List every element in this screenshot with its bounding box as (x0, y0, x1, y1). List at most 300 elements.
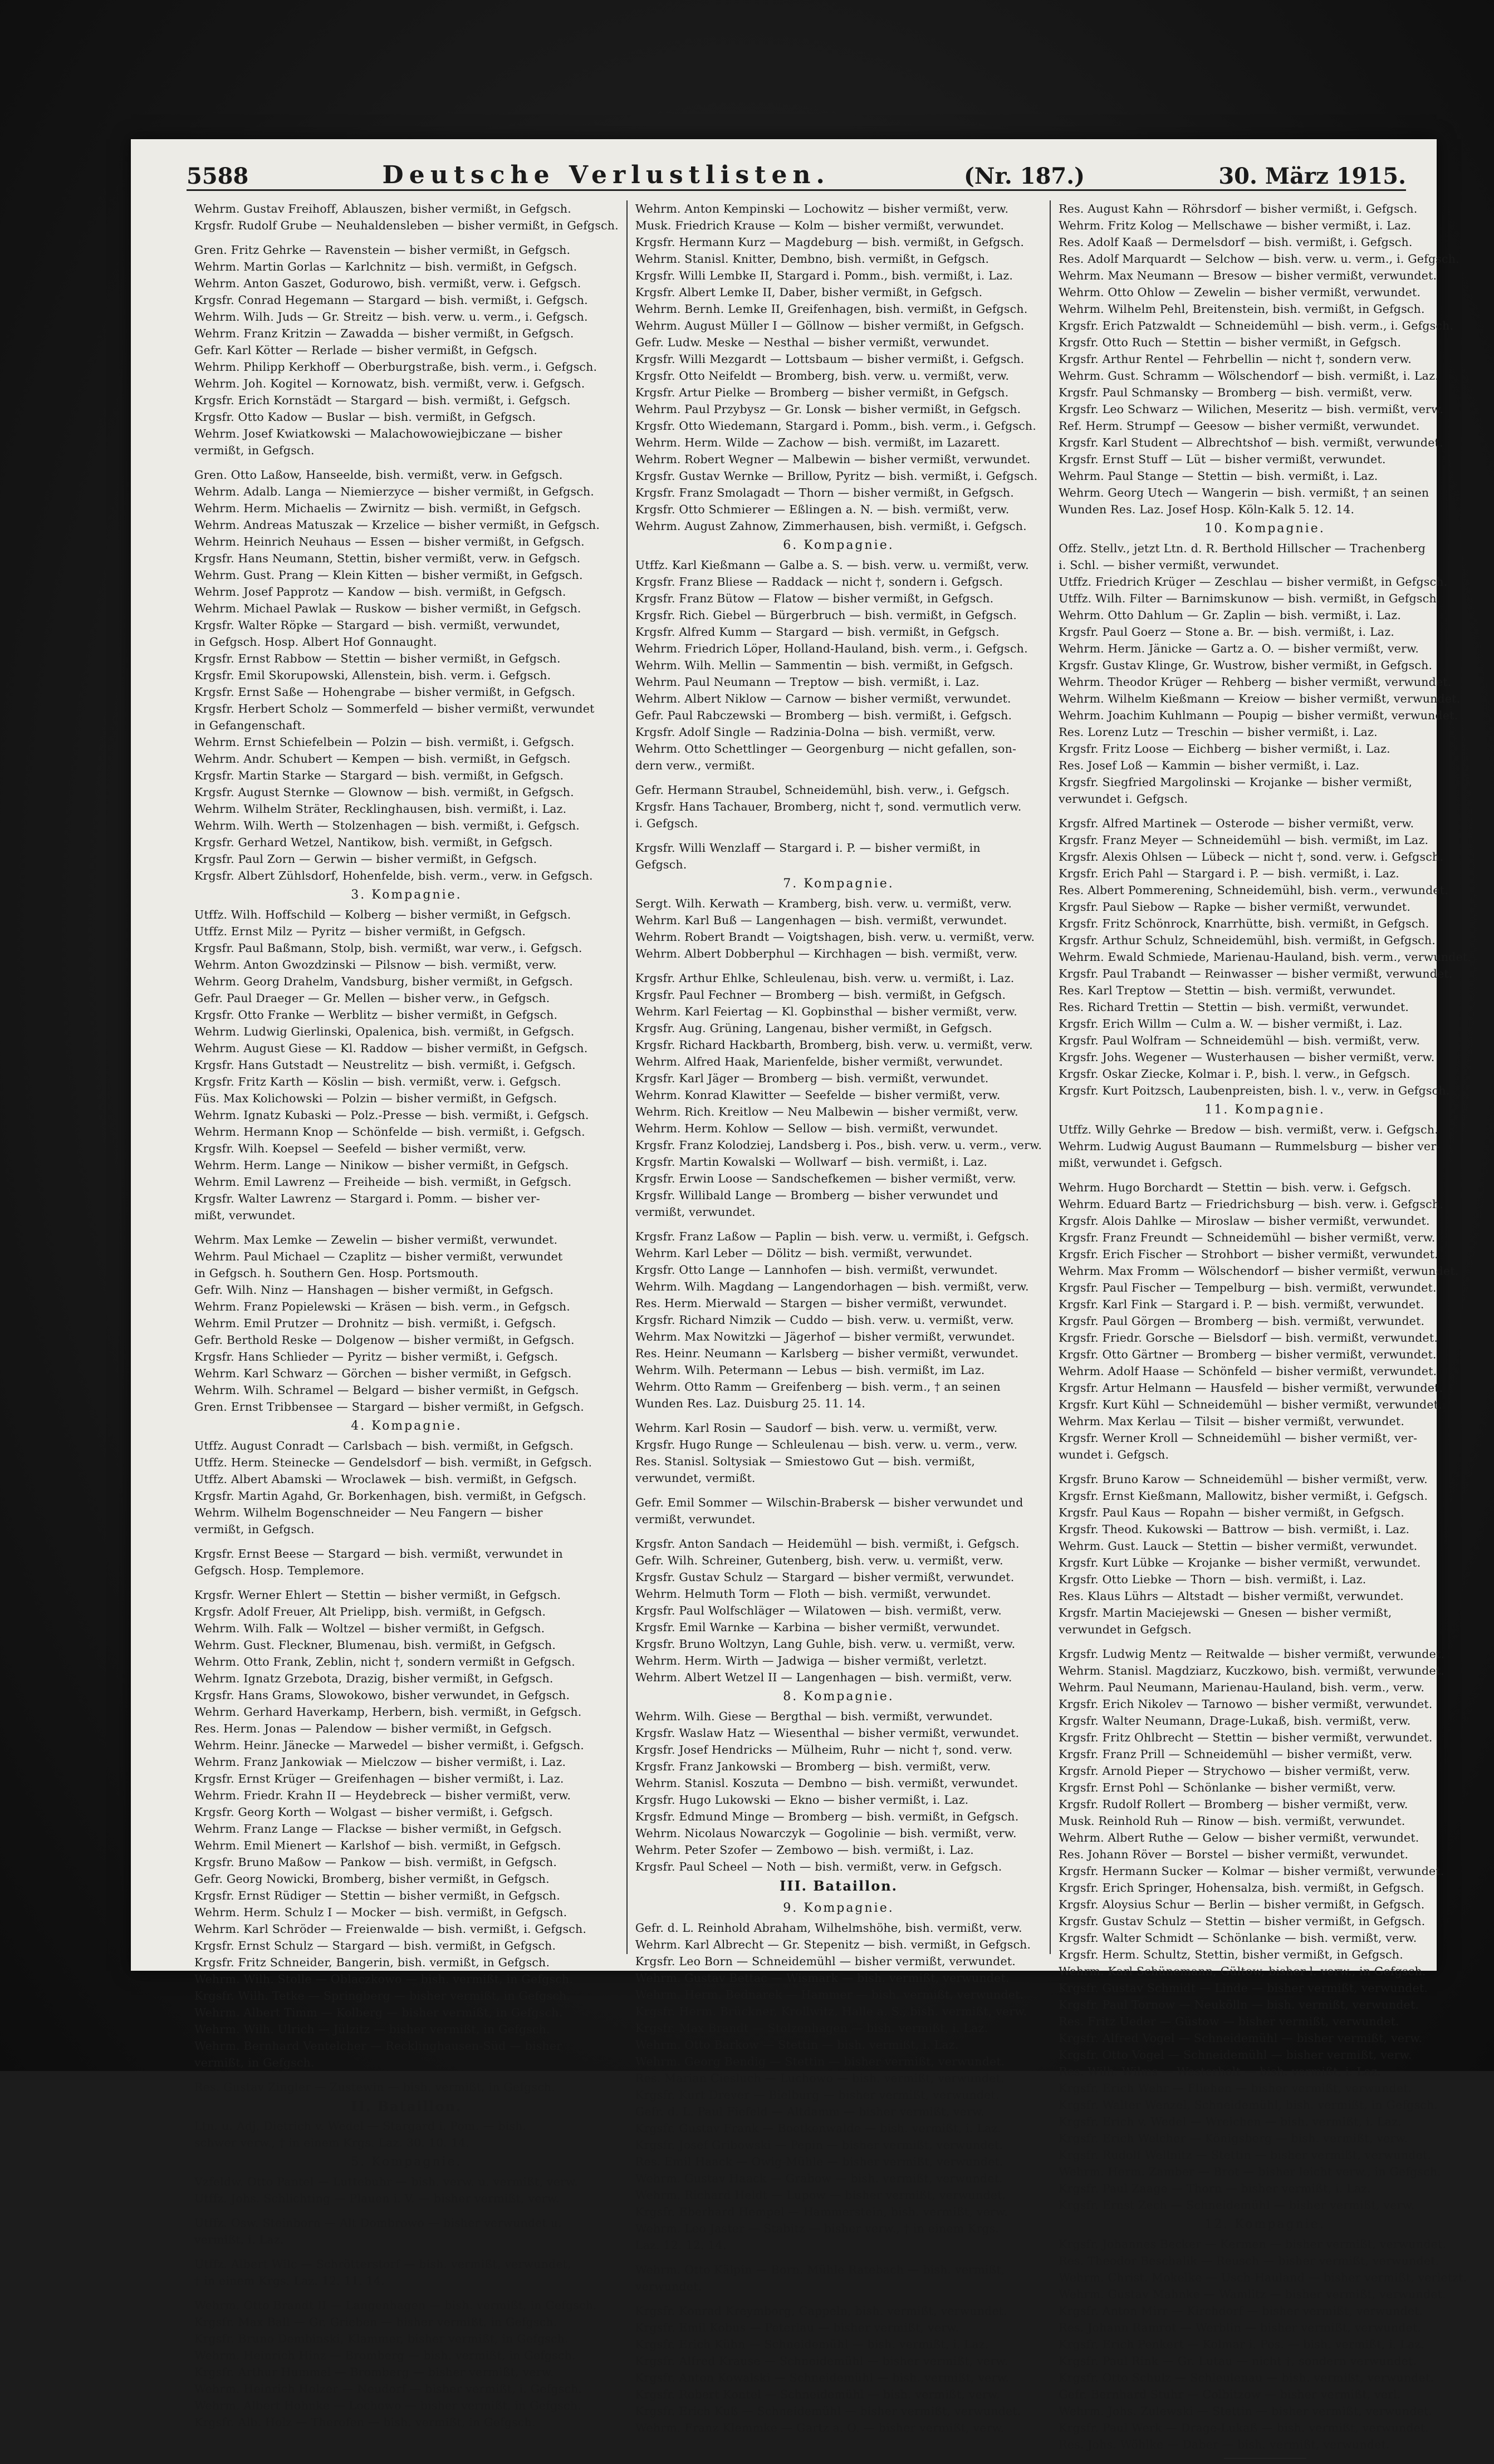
casualty-entry: Res. Herm. Jonas — Palendow — bisher vermißt, in Gefgsch. (194, 1722, 552, 1735)
casualty-entry: Utffz. Willy Gehrke — Bredow — bish. vermißt, verw. i. Gefgsch. (1059, 1123, 1438, 1136)
casualty-entry: Wehrm. Herm. Bednarek — Hammer — bish. vermißt, verwundet. (635, 1988, 1024, 2001)
casualty-entry: Krgsfr. Albert Zühlsdorf, Hohenfelde, bish. verm., verw. in Gefgsch. (194, 869, 593, 882)
casualty-entry: Wehrm. Wilhelm Pehl, Breitenstein, bish. vermißt, in Gefgsch. (1059, 302, 1425, 316)
casualty-entry: Krgsfr. Erich Pahl — Stargard i. P. — bish. vermißt, i. Laz. (1059, 867, 1399, 880)
casualty-entry: Krgsfr. Wilh. Tetke — Springberg — bisher vermißt, in Gefgsch. (194, 1989, 571, 2002)
casualty-entry: Krgsfr. Wilh. Koepsel — Seefeld — bisher vermißt, verw. (194, 1142, 526, 1155)
casualty-entry: Krgsfr. Otto Neifeldt — Bromberg, bish. verw. u. vermißt, verw. (635, 369, 1010, 382)
casualty-entry: Ref. Herm. Strumpf — Geesow — bisher vermißt, verwundet. (1059, 419, 1420, 433)
spacer (635, 2295, 1042, 2303)
casualty-entry: Wehrm. Stanisl. Koszuta — Dembno — bish. vermißt, verwundet. (635, 1776, 1018, 1790)
spacer (635, 774, 1042, 782)
casualty-entry: Wehrm. Ignatz Grzebota, Drazig, bisher vermißt, in Gefgsch. (194, 1672, 553, 1685)
casualty-entry: Krgsfr. Josef Gribowski — Pepin — bisher vermißt, verwundet. (635, 2138, 1003, 2152)
casualty-entry: Krgsfr. Erich Patzwaldt — Schneidemühl — bish. verm., i. Gefgsch. (1059, 319, 1454, 332)
casualty-entry: Krgsfr. Paul Goerz — Stone a. Br. — bish. vermißt, i. Laz. (1059, 625, 1395, 639)
casualty-entry: Wehrm. Wilh. Schramel — Belgard — bisher vermißt, in Gefgsch. (194, 1383, 579, 1397)
casualty-entry: Krgsfr. Gustav Klinge, Gr. Wustrow, bisher vermißt, in Gefgsch. (1059, 659, 1433, 672)
casualty-entry: Krgsfr. Franz Prill — Schneidemühl — bisher vermißt, verw. (1059, 1748, 1413, 1761)
casualty-entry: Wehrm. Andr. Schubert — Kempen — bish. vermißt, in Gefgsch. (194, 752, 571, 765)
casualty-entry: Wehrm. Paul Neumann, Marienau-Hauland, bish. verm., verw. (1059, 1681, 1425, 1694)
casualty-entry: Krgsfr. Paul Siebow — Rapke — bisher vermißt, verwundet. (1059, 900, 1411, 914)
casualty-entry: Krgsfr. Richard Nimzik — Cuddo — bish. verw. u. vermißt, verw. (635, 1313, 1014, 1327)
casualty-entry: Krgsfr. Hans Neumann, Stettin, bisher vermißt, verw. in Gefgsch. (194, 552, 581, 565)
casualty-entry: Krgsfr. Erich Wehr — Fliehen — bisher vermißt, verwundet. (1059, 2082, 1412, 2095)
casualty-entry: Wehrm. Wilh. Mellin — Sammentin — bish. vermißt, in Gefgsch. (635, 659, 1013, 672)
page-number: 5588 (187, 163, 249, 189)
casualty-entry: Krgsfr. Herbert Scholz — Sommerfeld — bisher vermißt, verwundet (194, 702, 595, 715)
casualty-entry: Wehrm. Heinrich Neuhaus — Essen — bisher vermißt, in Gefgsch. (194, 535, 585, 548)
casualty-entry: Wehrm. Karl Schünemann, Gültow, bisher l. verw., in Gefgsch. (1059, 1965, 1426, 1978)
casualty-entry: Wehrm. Ernst Schiefelbein — Polzin — bish. vermißt, i. Gefgsch. (194, 735, 575, 749)
casualty-entry: verwundet, vermißt. (635, 1471, 756, 1485)
casualty-entry: Krgsfr. Hugo Runge — Schleulenau — bish. verw. u. verm., verw. (635, 1438, 1018, 1451)
spacer (194, 2071, 619, 2079)
casualty-entry: Krgsfr. Erich Springer, Hohensalza, bish. vermißt, in Gefgsch. (1059, 1881, 1424, 1894)
casualty-entry: Krgsfr. Edmund Minge — Bromberg — bish. vermißt, in Gefgsch. (635, 1810, 1019, 1823)
casualty-entry: Wehrm. Michael Pawlak — Ruskow — bisher vermißt, in Gefgsch. (194, 602, 581, 615)
page-header (187, 156, 1406, 191)
casualty-entry: Krgsfr. Hans Grams, Slowokowo, bisher verwundet, in Gefgsch. (194, 1689, 570, 1702)
casualty-entry: Wehrm. Johs. Zulewski — Stettin — bisher vermißt, verwundet. (1059, 2404, 1433, 2418)
casualty-entry: Krgsfr. Richard Hackbarth, Bromberg, bish. verw. u. vermißt, verw. (635, 1038, 1033, 1052)
casualty-entry: Wehrm. Albert Wetzel II — Langenhagen — bish. vermißt, verw. (635, 1671, 1012, 1684)
casualty-entry: Krgsfr. Otto Schulz — Schleulenau — bish. vermißt, verwundet. (1059, 2371, 1434, 2384)
casualty-entry: Krgsfr. Emil Kobus — Peterlau — bisher vermißt, verw. (635, 2321, 959, 2334)
casualty-entry: Krgsfr. Robert Kontel — Schneidemühl — bish. vermißt, verw. (635, 2388, 1000, 2401)
company-heading: 10. Kompagnie. (1204, 522, 1325, 536)
casualty-entry: Wehrm. Gustav Bettac — Wismark — bish. vermißt, verwundet. (635, 1971, 1010, 1985)
casualty-entry: Gefr. Emil Sommer — Wilschin-Brabersk — bisher verwundet und (635, 1496, 1023, 1509)
casualty-entry: Res. Karl Treptow — Stettin — bish. vermißt, verwundet. (1059, 984, 1396, 997)
casualty-entry: Wehrm. Herm. Zamber — Brot — bisher leicht verw., in Gefgsch. (1059, 2165, 1442, 2178)
casualty-entry: Gefr. Hermann Straubel, Schneidemühl, bish. verw., i. Gefgsch. (635, 783, 1010, 797)
casualty-entry: Krgsfr. Karl Jäger — Bromberg — bish. vermißt, verwundet. (635, 1072, 989, 1085)
casualty-entry: Krgsfr. Alb. Holz — Therofen — bish. vermißt, in Gefgsch. (194, 2416, 536, 2429)
casualty-entry: Wehrm. Herm. Wirth — Jadwiga — bisher vermißt, verletzt. (635, 1654, 987, 1667)
spacer (194, 1224, 619, 1231)
casualty-entry: Wehrm. Anton Kempinski — Lochowitz — bisher vermißt, verw. (635, 202, 1009, 215)
casualty-entry: Wehrm. Rich. Kreitlow — Neu Malbewin — bisher vermißt, verw. (635, 1105, 1018, 1118)
casualty-entry: Wehrm. Albert Ruthe — Gelow — bisher vermißt, verwundet. (1059, 1831, 1419, 1844)
casualty-entry: Gren. Ernst Tribbensee — Stargard — bisher vermißt, in Gefgsch. (194, 1400, 584, 1413)
casualty-entry: Wehrm. Joachim Kuhlmann — Poupig — bisher vermißt, verwundet. (1059, 709, 1458, 722)
casualty-entry: Krgsfr. Willi Mezgardt — Lottsbaum — bisher vermißt, i. Gefgsch. (635, 352, 1025, 366)
casualty-entry: Krgsfr. Bruno Karow — Schneidemühl — bisher vermißt, verw. (1059, 1472, 1428, 1486)
spacer (1059, 1638, 1471, 1646)
casualty-entry: Wehrm. Max Lemke — Zewelin — bisher vermißt, verwundet. (194, 1233, 558, 1246)
casualty-entry: Krgsfr. Werner Kroll — Schneidemühl — bisher vermißt, ver- (1059, 1431, 1418, 1445)
casualty-entry: Krgsfr. Arthur Ehlke, Schleulenau, bish. verw. u. vermißt, i. Laz. (635, 971, 1015, 985)
casualty-entry: Krgsfr. Anton Kowalski — Schneidemühl — bish. vermißt, verw. (635, 2371, 1010, 2384)
casualty-entry: Krgsfr. Ernst Rabbow — Stettin — bisher vermißt, in Gefgsch. (194, 652, 561, 665)
casualty-entry: Wehrm. Emil Lawrenz — Freiheide — bish. vermißt, in Gefgsch. (194, 1175, 572, 1189)
casualty-entry: Res. Herm. Mierwald — Stargen — bisher vermißt, verwundet. (635, 1297, 1007, 1310)
casualty-entry: Gefr. d. L. Reinhold Abraham, Wilhelmshöhe, bish. vermißt, verw. (635, 1921, 1022, 1935)
spacer (635, 962, 1042, 970)
casualty-entry: Krgsfr. Ernst Pohl — Schönlanke — bisher vermißt, verw. (1059, 1781, 1396, 1794)
casualty-entry: Wehrm. Martin Gorlas — Karlchnitz — bish. vermißt, in Gefgsch. (194, 260, 577, 273)
casualty-entry: Krgsfr. Alois Dahlke — Miroslaw — bisher vermißt, verwundet. (1059, 1214, 1430, 1228)
casualty-entry: Krgsfr. Paul Zorn — Gerwin — bisher vermißt, in Gefgsch. (194, 852, 537, 866)
casualty-entry: Krgsfr. August Sternke — Glownow — bish. vermißt, in Gefgsch. (194, 786, 574, 799)
casualty-entry: Res. Stanisl. Soltysiak — Smiestowo Gut — bish. vermißt, (635, 1455, 976, 1468)
casualty-entry: Wehrm. Herm. Kohlow — Sellow — bish. vermißt, verwundet. (635, 1122, 998, 1135)
casualty-entry: Res. Theodor Beschalik — Reusch — bisher vermißt, verwundet. (1059, 2254, 1439, 2267)
casualty-entry: Krgsfr. Walter Lawrenz — Stargard i. Pomm. — bisher ver- (194, 1192, 540, 1205)
spacer (635, 1412, 1042, 1420)
company-heading: 8. Kompagnie. (783, 1690, 894, 1704)
spacer (194, 2289, 619, 2297)
casualty-entry: Wehrm. Hugo Borchardt — Stettin — bish. verw. i. Gefgsch. (1059, 1181, 1412, 1194)
casualty-entry: Gefr. Ludw. Meske — Nesthal — bisher vermißt, verwundet. (635, 336, 990, 349)
casualty-entry: Krgsfr. Paul Görgen — Bromberg — bish. vermißt, verwundet. (1059, 1314, 1425, 1328)
casualty-entry: Wehrm. Ludwig Gierlinski, Opalenica, bish. vermißt, in Gefgsch. (194, 1025, 575, 1038)
casualty-entry: Krgsfr. Conrad Hegemann — Stargard — bish. vermißt, i. Gefgsch. (194, 293, 588, 307)
casualty-entry: Krgsfr. Erich Welcher — Königsberg — bish. vermißt, verw. (1059, 2132, 1408, 2145)
casualty-entry: Wehrm. Gust. Prang — Klein Kitten — bisher vermißt, in Gefgsch. (194, 568, 583, 582)
casualty-entry: vermißt, in Gefgsch. (194, 2056, 315, 2069)
casualty-entry: Wehrm. Karl Feiertag — Kl. Gopbinsthal — bisher vermißt, verw. (635, 1005, 1017, 1018)
casualty-entry: Krgsfr. Fritz Karth — Köslin — bish. vermißt, verw. i. Gefgsch. (194, 1075, 561, 1088)
casualty-entry: Utffz. August Conradt — Carlsbach — bish. vermißt, in Gefgsch. (194, 1439, 574, 1452)
casualty-entry: Wehrm. Wilh. Giese — Bergthal — bish. vermißt, verwundet. (635, 1710, 993, 1723)
casualty-entry: Wehrm. Max Neumann — Bresow — bisher vermißt, verwundet. (1059, 269, 1437, 282)
casualty-entry: Wehrm. Heinrich Holzer — Neudorf — bisher vermißt, i. Gefgsch. (194, 2382, 582, 2396)
casualty-entry: Wehrm. Paul Michael — Czaplitz — bisher vermißt, verwundet (194, 1250, 563, 1263)
casualty-entry: Utffz. Albert Abamski — Wroclawek — bish. vermißt, in Gefgsch. (194, 1472, 577, 1486)
casualty-entry: Gefr. Paul Rabczewski — Bromberg — bish. vermißt, i. Gefgsch. (635, 709, 1012, 722)
casualty-entry: Krgsfr. Paul Baßmann, Stolp, bish. vermißt, war verw., i. Gefgsch. (194, 941, 582, 955)
column-left (187, 200, 628, 2429)
casualty-entry: Wehrm. Emil Mienert — Karlshof — bish. vermißt, in Gefgsch. (194, 1839, 561, 1852)
casualty-entry: Wehrm. Leo Jaster — Stabitz — bisher verw., † in einem Krgs. (635, 2222, 1000, 2235)
casualty-entry: Wehrm. Max Kerlau — Tilsit — bisher vermißt, verwundet. (1059, 1415, 1405, 1428)
casualty-entry: Krgsfr. Martin Kowalski — Wollwarf — bish. vermißt, i. Laz. (635, 1155, 988, 1169)
casualty-entry: Wehrm. Herm. Wilde — Zachow — bish. vermißt, im Lazarett. (635, 436, 1000, 449)
casualty-entry: Krgsfr. Arthur Schulz, Schneidemühl, bish. vermißt, in Gefgsch. (1059, 934, 1436, 947)
spacer (1059, 1463, 1471, 1471)
casualty-entry: Krgsfr. Willi Lembke II, Stargard i. Pomm., bish. vermißt, i. Laz. (635, 269, 1013, 282)
newspaper-page (131, 139, 1472, 2451)
casualty-entry: Res. Wilh. Wilms — Westerholt — bish. vermißt, i. Laz. (1059, 2065, 1382, 2078)
casualty-entry: Laz. 12. 12. 14. (635, 2239, 727, 2252)
casualty-entry: Krgsfr. Karl Student — Albrechtshof — bish. vermißt, verwundet. (1059, 436, 1443, 449)
casualty-entry: Krgsfr. Ernst Krüger — Greifenhagen — bisher vermißt, i. Laz. (194, 1772, 564, 1785)
casualty-entry: Wehrm. Wilh. Petermann — Lebus — bish. vermißt, im Laz. (635, 1363, 985, 1377)
casualty-entry: vermißt, in Gefgsch. (194, 1523, 315, 1536)
casualty-entry: Wehrm. Alfred Haak, Marienfelde, bisher vermißt, verwundet. (635, 1055, 1003, 1068)
casualty-entry: Krgsfr. Karl Fink — Stargard i. P. — bish. vermißt, verwundet. (1059, 1298, 1424, 1311)
casualty-entry: Gefr. Bernhard Stuhr — Colbitzow — bisher vermißt, verl. (1059, 2388, 1401, 2401)
casualty-entry: vermißt, verwundet. (635, 1205, 756, 1219)
casualty-entry: Füs. Max Kolichowski — Polzin — bisher vermißt, in Gefgsch. (194, 1092, 557, 1105)
casualty-entry: Wehrm. Joh. Kogitel — Kornowatz, bish. vermißt, verw. i. Gefgsch. (194, 377, 585, 390)
company-heading: 6. Kompagnie. (783, 538, 894, 552)
casualty-entry: Krgsfr. Alexis Ohlsen — Lübeck — nicht †, sond. verw. i. Gefgsch. (1059, 850, 1444, 863)
text-columns (187, 200, 1472, 2451)
page-title: Deutsche Verlustlisten. (382, 161, 830, 189)
casualty-entry: Krgsfr. Theod. Kukowski — Battrow — bish. vermißt, i. Laz. (1059, 1523, 1410, 1536)
casualty-entry: Wehrm. Konrad Klawitter — Seefelde — bisher vermißt, verw. (635, 1088, 1001, 1102)
casualty-entry: Wehrm. Heinrich Hinz — Bromberg — bish. vermißt, in Gefgsch. (194, 2349, 576, 2362)
casualty-entry: Gefr. Wilh. Ninz — Hanshagen — bisher vermißt, in Gefgsch. (194, 1283, 554, 1297)
casualty-entry: Wehrm. Wilh. Juds — Gr. Streitz — bish. verw. u. verm., i. Gefgsch. (194, 310, 588, 323)
casualty-entry: Krgsfr. Aug. Grüning, Langenau, bisher vermißt, in Gefgsch. (635, 1022, 992, 1035)
casualty-entry: Sergt. Wilh. Kerwath — Kramberg, bish. verw. u. vermißt, verw. (635, 897, 1012, 910)
casualty-entry: Gefr. d. L. Paul Fiefeld — Altdamm — bisher vermißt, verw. (635, 2105, 985, 2118)
casualty-entry: Wehrm. Paul Neumann — Treptow — bish. vermißt, i. Laz. (635, 675, 979, 689)
casualty-entry: Wehrm. Wilhelm Sträter, Recklinghausen, bish. vermißt, i. Laz. (194, 802, 567, 816)
casualty-entry: Ltn. u. Adj. Dietrich v. Wedel — Stargard i. Pom. — bish. (194, 2119, 527, 2133)
casualty-entry: in Gefangenschaft. (194, 719, 306, 732)
casualty-entry: Krgsfr. Gustav Schulz — Stargard — bisher vermißt, verwundet. (635, 1570, 1015, 1584)
casualty-entry: i. Schl. — bisher vermißt, verwundet. (1059, 558, 1280, 572)
casualty-entry: Krgsfr. Franz Smolagadt — Thorn — bisher vermißt, in Gefgsch. (635, 486, 1014, 499)
casualty-entry: Krgsfr. Paul Fechner — Bromberg — bish. vermißt, in Gefgsch. (635, 988, 1006, 1002)
spacer (635, 1528, 1042, 1535)
casualty-entry: Wehrm. August Giese — Kl. Raddow — bisher vermißt, in Gefgsch. (194, 1042, 588, 1055)
spacer (194, 1538, 619, 1545)
spacer (194, 2248, 619, 2256)
spacer (635, 1486, 1042, 1494)
casualty-entry: Krgsfr. Gustav Schulz — Stettin — bisher vermißt, in Gefgsch. (1059, 1915, 1426, 1928)
company-heading: 4. Kompagnie. (351, 1419, 462, 1433)
casualty-entry: Krgsfr. Franz Bliese — Raddack — nicht †, sondern i. Gefgsch. (635, 575, 1003, 588)
casualty-entry: Offz. Stellv., jetzt Ltn. d. R. Berthold Hillscher — Trachenberg (1059, 542, 1426, 555)
casualty-entry: Wehrm. Georg Bendig — Stettin — bisher vermißt, verwundet. (635, 2055, 1005, 2068)
casualty-entry: Krgsfr. Ernst Kießmann, Mallowitz, bisher vermißt, i. Gefgsch. (1059, 1489, 1428, 1503)
casualty-entry: Krgsfr. Franz Kolodziej, Landsberg i. Pos., bish. verw. u. verm., verw. (635, 1138, 1042, 1152)
casualty-entry: Gefr. Wilh. Schreiner, Gutenberg, bish. verw. u. vermißt, verw. (635, 1554, 1003, 1567)
casualty-entry: Wehrm. Wilh. Stolle — Oblaczkowo — bish. vermißt, in Gefgsch. (194, 1972, 573, 1986)
casualty-entry: Krgsfr. Georg Korth — Wolgast — bisher vermißt, i. Gefgsch. (194, 1805, 553, 1819)
casualty-entry: Wehrm. Bernhard Ventelcher — Recklinghausen-Süd — bisher (194, 2039, 562, 2053)
casualty-entry: Krgsfr. Alfred Krause — Schneidemühl — bisher vermißt, verw. (635, 2354, 1008, 2368)
casualty-entry: Krgsfr. Gerhard Wetzel, Nantikow, bish. vermißt, in Gefgsch. (194, 836, 553, 849)
casualty-entry: Wehrm. Christ. Mokelke — Usch-Hauland — bisher vermißt, verletzt. (1059, 2271, 1467, 2284)
casualty-entry: Krgsfr. Leo Schwarz — Wilichen, Meseritz — bish. vermißt, verw. (1059, 403, 1444, 416)
casualty-entry: Krgsfr. Otto Vogel — Schneidemühl — bisher vermißt, verw. (1059, 2048, 1412, 2061)
casualty-entry: Wehrm. Friedr. Krahn II — Heydebreck — bisher vermißt, verw. (194, 1789, 571, 1802)
casualty-entry: verwundet i. Gefgsch. (1059, 792, 1188, 806)
casualty-entry: Krgsfr. Walter Röpke — Stargard — bish. vermißt, verwundet, (194, 619, 560, 632)
casualty-entry: Wehrm. Josef Papprotz — Kandow — bish. vermißt, in Gefgsch. (194, 585, 566, 598)
casualty-entry: Res. Emil Haack — Owig-Mühle — bisher vermißt, verwundet. (635, 2155, 1003, 2168)
casualty-entry: Wehrm. Herm. Jänicke — Gartz a. O. — bisher vermißt, verw. (1059, 642, 1419, 655)
issue-number: (Nr. 187.) (964, 163, 1085, 189)
casualty-entry: Krgsfr. Konrad Kreymborg, Cappeln, bish. vermißt, verwundet. (635, 2304, 1007, 2318)
casualty-entry: Krgsfr. Otto Ruch — Stettin — bisher vermißt, in Gefgsch. (1059, 336, 1402, 349)
casualty-entry: Krgsfr. Hans Tachauer, Bromberg, nicht †, sond. vermutlich verw. (635, 800, 1022, 813)
casualty-entry: Wehrm. Albert Niklow — Carnow — bisher vermißt, verwundet. (635, 692, 1011, 705)
casualty-entry: Res. Lorenz Lutz — Treschin — bisher vermißt, i. Laz. (1059, 725, 1378, 739)
casualty-entry: Wehrm. Stanisl. Knitter, Dembno, bish. vermißt, in Gefgsch. (635, 252, 990, 266)
casualty-entry: Krgsfr. Franz Jankowski — Bromberg — bish. vermißt, verw. (635, 1760, 991, 1773)
casualty-entry: Res. Heinr. Neumann — Karlsberg — bisher vermißt, verwundet. (635, 1347, 1019, 1360)
casualty-entry: † in einem Krgs. Laz. 12. 11. 14. (194, 2274, 385, 2288)
casualty-entry: vermißt, in Gefgsch. (194, 444, 315, 457)
casualty-entry: Krgsfr. Artur Helmann — Hausfeld — bisher vermißt, verwundet. (1059, 1381, 1443, 1395)
spacer (1059, 1171, 1471, 1179)
casualty-entry: Utffz. Herm. Steinecke — Gendelsdorf — bish. vermißt, in Gefgsch. (194, 1456, 592, 1469)
casualty-entry: Krgsfr. Arnold Pieper — Strychowo — bisher vermißt, verw. (1059, 1764, 1410, 1778)
casualty-entry: Wehrm. Eduard Bartz — Friedrichsburg — bish. verw. i. Gefgsch. (1059, 1197, 1443, 1211)
casualty-entry: mißt, verwundet i. Gefgsch. (1059, 1156, 1223, 1170)
casualty-entry: Wehrm. Gustav Freihoff, Ablauszen, bisher vermißt, in Gefgsch. (194, 202, 571, 215)
casualty-entry: Krgsfr. Siegfried Margolinski — Krojanke — bisher vermißt, (1059, 775, 1413, 789)
casualty-entry: Wehrm. Franz Klemmke — Gartz a. O. — bisher vermißt, verw. (635, 2421, 1005, 2434)
casualty-entry: Krgsfr. Max Ball — Gr. Grieben — bisher vermißt, in Gefgsch. (194, 2315, 557, 2329)
casualty-entry: Krgsfr. Paul Wolfram — Schneidemühl — bish. vermißt, verw. (1059, 1034, 1420, 1047)
casualty-entry: Krgsfr. Paul Fischer — Tempelburg — bish. vermißt, verwundet. (1059, 1281, 1437, 1294)
casualty-entry: Krgsfr. Otto Gärtner — Bromberg — bisher vermißt, verwundet. (1059, 1348, 1437, 1361)
casualty-entry: Krgsfr. Emil Skorupowski, Allenstein, bish. verm. i. Gefgsch. (194, 669, 551, 682)
casualty-entry: Krgsfr. Kurt Kühl — Schneidemühl — bisher vermißt, verwundet. (1059, 1398, 1442, 1411)
casualty-entry: Krgsfr. Otto Lange — Lannhofen — bish. vermißt, verwundet. (635, 1263, 998, 1277)
casualty-entry: verwundet. (635, 2280, 702, 2293)
casualty-entry: Krgsfr. Gustav Wernke — Brillow, Pyritz — bish. vermißt, i. Gefgsch. (635, 469, 1038, 483)
casualty-entry: Wehrm. Emil Prutzer — Drohnitz — bish. vermißt, i. Gefgsch. (194, 1317, 556, 1330)
casualty-entry: Wehrm. Herm. Lange — Ninikow — bisher vermißt, in Gefgsch. (194, 1159, 569, 1172)
casualty-entry: Krgsfr. Paul Werk — Drage-Lukaß — bish. vermißt, verwundet. (1059, 2421, 1429, 2434)
casualty-entry: Wehrm. Wilhelm Bogenschneider — Neu Fangern — bisher (194, 1506, 543, 1519)
casualty-entry: Krgsfr. Josef Hendricks — Mülheim, Ruhr — nicht †, sond. verw. (635, 1743, 1013, 1756)
casualty-entry: Res. Josef Loß — Kammin — bisher vermißt, i. Laz. (1059, 759, 1360, 772)
casualty-entry: Krgsfr. Hermann Sucker — Kolmar — bisher vermißt, verwundet. (1059, 1864, 1444, 1878)
casualty-entry: Wehrm. Ignatz Kubaski — Polz.-Presse — bish. vermißt, i. Gefgsch. (194, 1108, 589, 1122)
casualty-entry: vermißt, verwundet. (635, 1513, 756, 1526)
spacer (194, 1579, 619, 1587)
casualty-entry: Wehrm. Robert Wegner — Malbewin — bisher vermißt, verwundet. (635, 453, 1031, 466)
casualty-entry: Krgsfr. Paul Kaus — Ropahn — bisher vermißt, in Gefgsch. (1059, 1506, 1405, 1519)
casualty-entry: Krgsfr. Walter Schmidt — Schönlanke — bish. vermißt, verw. (1059, 1931, 1417, 1945)
company-heading: 5. Kompagnie. (351, 2155, 462, 2169)
casualty-entry: Krgsfr. Ernst Schulz — Stargard — bish. vermißt, in Gefgsch. (194, 1939, 556, 1952)
casualty-entry: Wehrm. Herm. Michaelis — Zwirnitz — bish. vermißt, in Gefgsch. (194, 502, 581, 515)
casualty-entry: Krgsfr. Martin Maciejewski — Gnesen — bisher vermißt, (1059, 1606, 1392, 1619)
casualty-entry: Wehrm. Josef Kwiatkowski — Malachowowiejbiczane — bisher (194, 427, 562, 440)
casualty-entry: Res. Richard Trettin — Stettin — bish. vermißt, verwundet. (1059, 1000, 1409, 1014)
casualty-entry: Krgsfr. Ernst Zech — Schneidemühl — bisher vermißt, verw. (1059, 2198, 1415, 2212)
casualty-entry: Wehrm. Adolf Haase — Schönfeld — bisher vermißt, verwundet. (1059, 1364, 1437, 1378)
spacer (635, 2254, 1042, 2261)
casualty-entry: Krgsfr. Alfred Vogel — Schneidemühl — bisher vermißt, verw. (1059, 2031, 1423, 2045)
casualty-entry: Krgsfr. Kurt Lübke — Krojanke — bisher vermißt, verwundet. (1059, 1556, 1421, 1569)
casualty-entry: Wehrm. Karl Schwarz — Görchen — bisher vermißt, in Gefgsch. (194, 1367, 572, 1380)
casualty-entry: Krgsfr. Willibald Lange — Bromberg — bisher verwundet und (635, 1189, 998, 1202)
casualty-entry: Wehrm. Nicolaus Nowarczyk — Gogolinie — bish. vermißt, verw. (635, 1827, 1017, 1840)
casualty-entry: Res. Fritz Ueder — Güstow — bisher vermißt, verwundet. (1059, 2015, 1399, 2028)
company-heading: 9. Kompagnie. (783, 1901, 894, 1915)
casualty-entry: Utffz. Osw. Steinborn — Alt Dombrowo — bisher verwundet u. (194, 2216, 562, 2230)
casualty-entry: in Gefgsch. h. Southern Gen. Hosp. Portsmouth. (194, 1267, 479, 1280)
casualty-entry: Wehrm. Wilhelm Kießmann — Kreiow — bisher vermißt, verwundet. (1059, 692, 1461, 705)
issue-date: 30. März 1915. (1218, 163, 1406, 189)
casualty-entry: Res. Johs. Wöhlke — Daber — bish. vermißt, verwundet. (1059, 2438, 1390, 2451)
casualty-entry: Krgsfr. Johs. Wegener — Wusterhausen — bisher vermißt, verw. (1059, 1051, 1435, 1064)
casualty-entry: Krgsfr. Franz Bütow — Flatow — bisher vermißt, in Gefgsch. (635, 592, 994, 605)
casualty-entry: Utffz. Albert Wilc — Schrötterstorf — bish. vermißt, verwundet, (194, 2257, 571, 2271)
casualty-entry: Krgsfr. Leo Born — Schneidemühl — bisher vermißt, verwundet. (635, 1955, 1016, 1968)
casualty-entry: Krgsfr. Friedr. Gorsche — Bielsdorf — bish. vermißt, verwundet. (1059, 1331, 1438, 1344)
casualty-entry: Krgsfr. Adolf Freuer, Alt Prielipp, bish. vermißt, in Gefgsch. (194, 1605, 546, 1618)
casualty-entry: Krgsfr. Franz Freundt — Schneidemühl — bisher vermißt, verw. (1059, 1231, 1436, 1244)
casualty-entry: Krgsfr. Erich Nikolev — Tarnowo — bisher vermißt, verwundet. (1059, 1697, 1433, 1711)
casualty-entry: Krgsfr. Max Brandt — Stolzenhagen — bish. vermißt, i. Laz. (635, 2021, 988, 2035)
casualty-entry: Krgsfr. Kurt Drever — Bielburg — bisher vermißt, verwundet. (635, 2088, 1000, 2102)
casualty-entry: Krgsfr. Hugo Lukowski — Ekno — bisher vermißt, i. Laz. (635, 1793, 969, 1807)
casualty-entry: Wehrm. Karl Rosin — Saudorf — bish. verw. u. vermißt, verw. (635, 1421, 998, 1435)
casualty-entry: Wehrm. Franz Popielewski — Kräsen — bish. verm., in Gefgsch. (194, 1300, 571, 1313)
casualty-entry: Krgsfr. Erich Fischer — Strohbort — bisher vermißt, verwundet. (1059, 1248, 1438, 1261)
casualty-entry: Wehrm. Karl Leber — Dölitz — bish. vermißt, verwundet. (635, 1246, 973, 1260)
casualty-entry: Res. Marian Ciesluch — Luchowo — bish. vermißt, verwundet. (635, 2072, 1005, 2085)
casualty-entry: Wehrm. Robert Brandt — Voigtshagen, bish. verw. u. vermißt, verw. (635, 930, 1035, 944)
casualty-entry: Gefr. Georg Nowicki, Bromberg, bisher vermißt, in Gefgsch. (194, 1872, 550, 1886)
casualty-entry: Krgsfr. Anton Mirr — Kirchdorf — bisher vermißt, verwundet. (1059, 2304, 1423, 2318)
casualty-entry: Wehrm. Georg Drahelm, Vandsburg, bisher vermißt, in Gefgsch. (194, 975, 573, 988)
casualty-entry: Wehrm. Gustav Mahnke — Wamlitz — bisher vermißt, verwundet. (1059, 2288, 1446, 2301)
casualty-entry: Wehrm. Hermann Knop — Schönfelde — bish. vermißt, i. Gefgsch. (194, 1125, 585, 1138)
casualty-entry: Wehrm. Theodor Krüger — Rehberg — bisher vermißt, verwundet. (1059, 675, 1452, 689)
casualty-entry: Wehrm. Andreas Matuszak — Krzelice — bisher vermißt, in Gefgsch. (194, 518, 600, 532)
casualty-entry: Wehrm. Karl Buß — Langenhagen — bish. vermißt, verwundet. (635, 914, 1007, 927)
casualty-entry: Wehrm. Otto Dahlum — Gr. Zaplin — bish. vermißt, i. Laz. (1059, 608, 1402, 622)
casualty-entry: Utffz. Friedrich Krüger — Zeschlau — bisher vermißt, in Gefgsch. (1059, 575, 1448, 588)
casualty-entry: Krgsfr. Erich Kuß — Schneidemühl — bisher vermißt, verwundet. (635, 2404, 1021, 2418)
casualty-entry: Krgsfr. Bruno Woltzyn, Lang Guhle, bish. verw. u. vermißt, verw. (635, 1637, 1016, 1651)
casualty-entry: Res. Klaus Lührs — Altstadt — bisher vermißt, verwundet. (1059, 1589, 1404, 1603)
casualty-entry: Wehrm. Karl Albrecht — Gr. Stepenitz — bish. vermißt, in Gefgsch. (635, 1938, 1031, 1951)
company-heading: 7. Kompagnie. (783, 877, 894, 891)
casualty-entry: Res. Adolf Marquardt — Selchow — bish. verw. u. verm., i. Gefgsch. (1059, 252, 1459, 266)
casualty-entry: Wehrm. Paul Przybysz — Gr. Lonsk — bisher vermißt, in Gefgsch. (635, 403, 1021, 416)
casualty-entry: Wehrm. Otto Ohlow — Zewelin — bisher vermißt, verwundet. (1059, 286, 1421, 299)
casualty-entry: Krgsfr. Otto Schmierer — Eßlingen a. N. — bish. vermißt, verw. (635, 503, 1010, 516)
casualty-entry: Wehrm. August Müller I — Göllnow — bisher vermißt, in Gefgsch. (635, 319, 1025, 332)
casualty-entry: Wehrm. Ewald Schmiede, Marienau-Hauland, bish. verm., verwundet. (1059, 950, 1472, 964)
casualty-entry: Wehrm. Heinr. Jänecke — Marwedel — bisher vermißt, i. Gefgsch. (194, 1739, 584, 1752)
casualty-entry: Krgsfr. Herm. Brückner, Krollwitz, Halle a. S., bish. vermißt, verw. (635, 2005, 1027, 2018)
casualty-entry: Krgsfr. Emil Warnke — Karbina — bisher vermißt, verwundet. (635, 1621, 1000, 1634)
casualty-entry: Krgsfr. Erich Kornstädt — Stargard — bish. vermißt, i. Gefgsch. (194, 394, 571, 407)
casualty-entry: Krgsfr. Rudolf Grube — Neuhaldensleben — bisher vermißt, in Gefgsch. (194, 219, 619, 232)
casualty-entry: Wehrm. Paul Stange — Stettin — bish. vermißt, i. Laz. (1059, 469, 1378, 483)
casualty-entry: Krgsfr. Rudolf Wellnitz — Stettin — bisher vermißt, verwundet. (1059, 2148, 1432, 2162)
casualty-entry: Wunden Res. Laz. Duisburg 25. 11. 14. (635, 1397, 866, 1410)
casualty-entry: Wehrm. Georg Utech — Wangerin — bish. vermißt, † an seinen (1059, 486, 1429, 499)
casualty-entry: Krgsfr. Herm. Schultz, Stettin, bisher vermißt, in Gefgsch. (1059, 1948, 1403, 1961)
casualty-entry: Gefgsch. (635, 858, 687, 871)
casualty-entry: Krgsfr. Ludwig Mentz — Reitwalde — bisher vermißt, verwundet. (1059, 1647, 1445, 1661)
casualty-entry: Gefr. Karl Kötter — Rerlade — bisher vermißt, in Gefgsch. (194, 343, 537, 357)
casualty-entry: Wehrm. Wilh. Magdang — Langendorhagen — bish. vermißt, verw. (635, 1280, 1029, 1293)
casualty-entry: Krgsfr. Bruno Maßow — Pankow — bish. vermißt, in Gefgsch. (194, 1856, 557, 1869)
casualty-entry: Wehrm. Gust. Schramm — Wölschendorf — bish. vermißt, i. Laz. (1059, 369, 1439, 382)
casualty-entry: Wehrm. Otto Schettlinger — Georgenburg — nicht gefallen, son- (635, 742, 1017, 755)
casualty-entry: Krgsfr. Alfred Kumm — Stargard — bish. vermißt, in Gefgsch. (635, 625, 1000, 639)
casualty-entry: Wehrm. Philipp Kerkhoff — Oberburgstraße, bish. verm., i. Gefgsch. (194, 360, 597, 374)
casualty-entry: Wehrm. Max Nowitzki — Jägerhof — bisher vermißt, verwundet. (635, 1330, 1015, 1343)
casualty-entry: Krgsfr. Martin Agahd, Gr. Borkenhagen, bish. vermißt, in Gefgsch. (194, 1489, 586, 1503)
casualty-entry: Krgsfr. Artur Pielke — Bromberg — bisher vermißt, in Gefgsch. (635, 386, 1009, 399)
casualty-entry: schwer verw., † in einem Krgs. Laz. 30. 10. 14. (194, 2136, 470, 2149)
casualty-entry: wundet i. Gefgsch. (1059, 1448, 1169, 1461)
casualty-entry: Gren. Otto Laßow, Hanseelde, bish. vermißt, verw. in Gefgsch. (194, 468, 563, 482)
casualty-entry: Krgsfr. Otto Wiedemann, Stargard i. Pomm., bish. verm., i. Gefgsch. (635, 419, 1036, 433)
casualty-entry: Wehrm. Ludwig August Baumann — Rummelsburg — bisher ver- (1059, 1140, 1441, 1153)
